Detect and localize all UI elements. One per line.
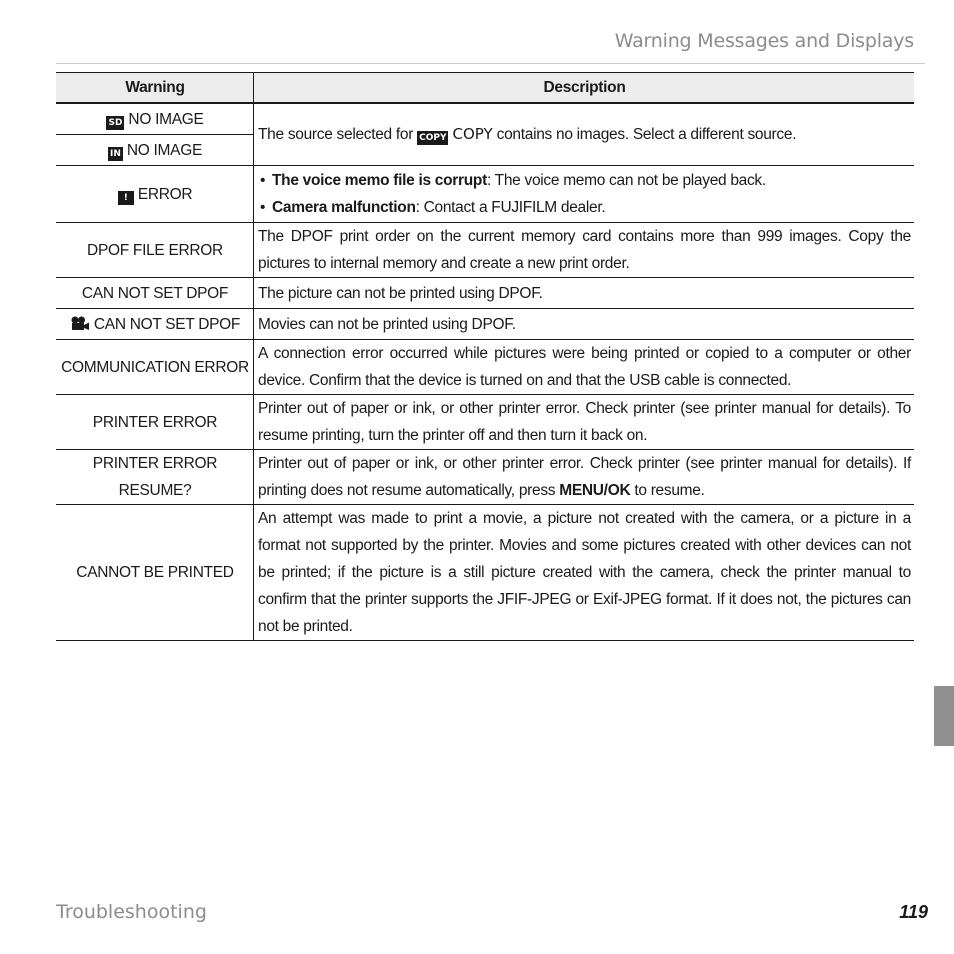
description-text: contains no images. Select a different source. [496, 126, 797, 143]
warning-cell: CAN NOT SET DPOF [56, 278, 254, 309]
warning-messages-table [56, 72, 914, 641]
header-divider [56, 63, 925, 64]
section-tab-marker [934, 686, 954, 746]
description-cell: The picture can not be printed using DPOF. [254, 278, 915, 309]
warning-cell: DPOF FILE ERROR [56, 223, 254, 278]
bullet-text: : The voice memo can not be played back. [486, 172, 766, 189]
warning-cell [56, 450, 254, 505]
table-row [56, 395, 914, 450]
warning-cell: CANNOT BE PRINTED [56, 505, 254, 641]
warning-text-line: RESUME? [118, 482, 192, 499]
table-row [56, 309, 914, 340]
description-cell: An attempt was made to print a movie, a picture not created with the camera, or a picture in a format not supported by the printer. Movies and some pictures created with other devices can not be printed; if the picture is a still picture created with the camera, check the printer manual to confirm that the printer supports the JFIF-JPEG or Exif-JPEG format. If it does not, the pictures can not be printed. [254, 505, 915, 641]
footer-section-title: Troubleshooting [56, 901, 207, 923]
warning-cell [56, 309, 254, 340]
description-cell [254, 450, 915, 505]
warning-text: CAN NOT SET DPOF [93, 315, 241, 333]
list-item [258, 194, 911, 221]
internal-memory-icon: IN [110, 148, 121, 159]
warning-text: ERROR [137, 185, 193, 203]
description-cell: A connection error occurred while pictures were being printed or copied to a computer or other device. Confirm that the device is turned on and that the USB cable is connected. [254, 340, 915, 395]
column-header-description: Description [254, 73, 915, 104]
table-row [56, 103, 914, 135]
warning-text: NO IMAGE [126, 141, 202, 159]
description-cell: The DPOF print order on the current memory card contains more than 999 images. Copy the pictures to internal memory and create a new print order. [254, 223, 915, 278]
page-header-title: Warning Messages and Displays [614, 30, 914, 52]
bullet-term: Camera malfunction [272, 199, 416, 216]
table-row [56, 505, 914, 641]
warning-cell: COMMUNICATION ERROR [56, 340, 254, 395]
table-row [56, 340, 914, 395]
menu-ok-label: MENU/OK [559, 482, 631, 499]
column-header-warning: Warning [56, 73, 254, 104]
bullet-term: The voice memo file is corrupt [272, 172, 487, 189]
warning-cell [56, 135, 254, 166]
sd-card-icon: SD [108, 117, 123, 128]
description-cell: Movies can not be printed using DPOF. [254, 309, 915, 340]
description-cell [254, 166, 915, 223]
list-item [258, 167, 911, 194]
movie-camera-icon [70, 316, 90, 331]
warning-cell [56, 166, 254, 223]
copy-icon: COPY [419, 133, 447, 143]
table-header-row [56, 73, 914, 104]
warning-cell: PRINTER ERROR [56, 395, 254, 450]
bullet-text: : Contact a FUJIFILM dealer. [415, 199, 606, 216]
exclamation-icon: ! [118, 191, 134, 205]
table-row [56, 278, 914, 309]
bullet-list [258, 167, 911, 221]
page-number: 119 [899, 902, 928, 922]
table-row [56, 166, 914, 223]
warning-text: NO IMAGE [128, 110, 204, 128]
table-row [56, 450, 914, 505]
table-row [56, 223, 914, 278]
warning-cell [56, 103, 254, 135]
description-text: to resume. [634, 482, 705, 499]
description-cell: Printer out of paper or ink, or other printer error. Check printer (see printer manual for details). To resume printing, turn the printer off and then turn it back on. [254, 395, 915, 450]
description-text: Printer out of paper or ink, or other printer error. Check printer (see printer manual for details). If printing does not resume automatically, press [258, 455, 911, 499]
warning-text-line: PRINTER ERROR [92, 455, 218, 472]
description-cell [254, 103, 915, 166]
description-text: The source selected for [258, 126, 414, 143]
copy-label: COPY [452, 125, 493, 143]
